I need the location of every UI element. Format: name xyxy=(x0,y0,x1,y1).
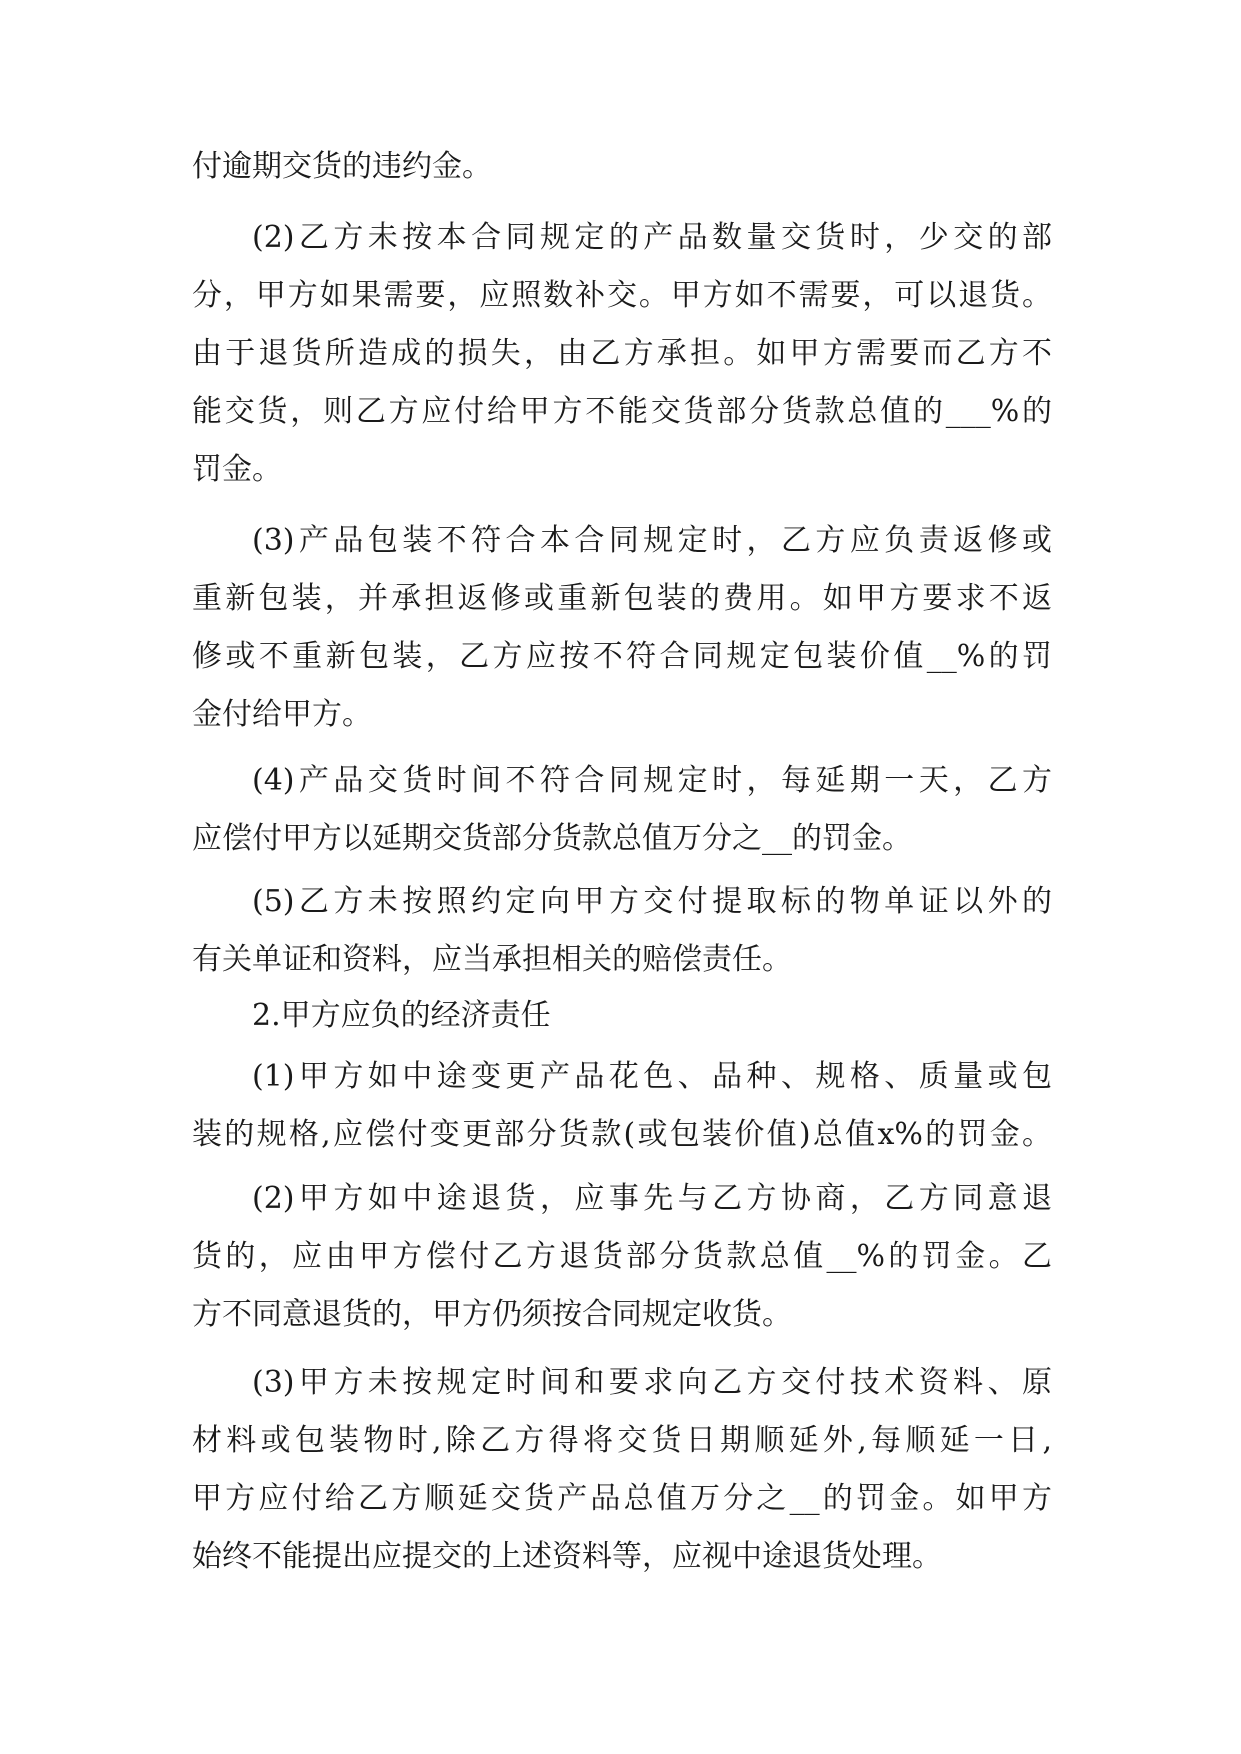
text-line: (2)乙方未按本合同规定的产品数量交货时，少交的部 xyxy=(252,220,1052,255)
text-line: 装的规格,应偿付变更部分货款(或包装价值)总值x%的罚金。 xyxy=(192,1117,1052,1152)
text-line: 罚金。 xyxy=(192,452,282,487)
text-line: 分，甲方如果需要，应照数补交。甲方如不需要，可以退货。 xyxy=(192,278,1052,313)
text-line: 材料或包装物时,除乙方得将交货日期顺延外,每顺延一日, xyxy=(192,1423,1052,1458)
text-line: (2)甲方如中途退货，应事先与乙方协商，乙方同意退 xyxy=(252,1181,1052,1216)
text-line: (1)甲方如中途变更产品花色、品种、规格、质量或包 xyxy=(252,1059,1052,1094)
text-line: 金付给甲方。 xyxy=(192,697,372,732)
text-line: 应偿付甲方以延期交货部分货款总值万分之__的罚金。 xyxy=(192,821,912,856)
text-line: (5)乙方未按照约定向甲方交付提取标的物单证以外的 xyxy=(252,884,1052,919)
text-line: 甲方应付给乙方顺延交货产品总值万分之__的罚金。如甲方 xyxy=(192,1481,1052,1516)
text-line: 付逾期交货的违约金。 xyxy=(192,149,492,184)
text-line: 修或不重新包装，乙方应按不符合同规定包装价值__%的罚 xyxy=(192,639,1052,674)
text-line: 重新包装，并承担返修或重新包装的费用。如甲方要求不返 xyxy=(192,581,1052,616)
text-line: 方不同意退货的，甲方仍须按合同规定收货。 xyxy=(192,1297,792,1332)
text-line: 能交货，则乙方应付给甲方不能交货部分货款总值的___%的 xyxy=(192,394,1052,429)
section-heading: 2.甲方应负的经济责任 xyxy=(252,998,551,1033)
text-line: 货的，应由甲方偿付乙方退货部分货款总值__%的罚金。乙 xyxy=(192,1239,1052,1274)
text-line: (4)产品交货时间不符合同规定时，每延期一天，乙方 xyxy=(252,763,1052,798)
text-line: 由于退货所造成的损失，由乙方承担。如甲方需要而乙方不 xyxy=(192,336,1052,371)
text-line: 有关单证和资料，应当承担相关的赔偿责任。 xyxy=(192,942,792,977)
text-line: 始终不能提出应提交的上述资料等，应视中途退货处理。 xyxy=(192,1539,942,1574)
text-line: (3)甲方未按规定时间和要求向乙方交付技术资料、原 xyxy=(252,1365,1052,1400)
text-line: (3)产品包装不符合本合同规定时，乙方应负责返修或 xyxy=(252,523,1052,558)
